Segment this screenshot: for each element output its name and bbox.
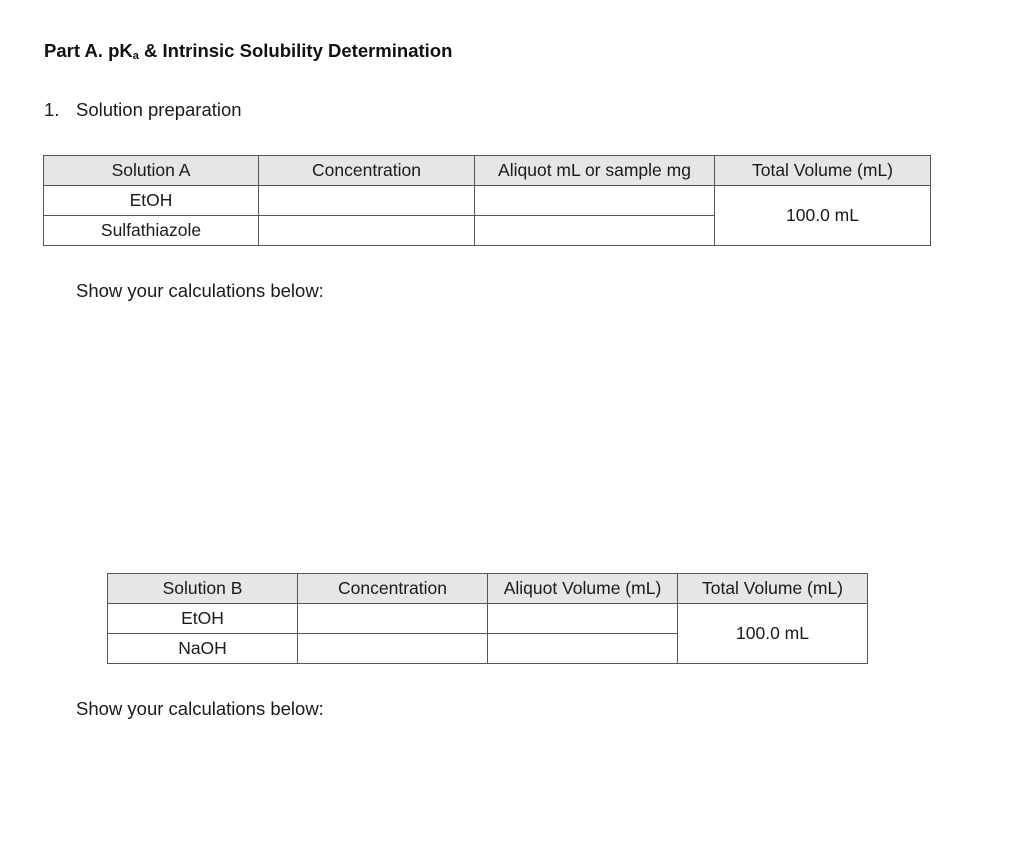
aliquot-cell[interactable]: [475, 186, 715, 216]
row-label: Sulfathiazole: [44, 216, 259, 246]
part-title: Part A. $pK_a$ & Intrinsic Solubility Determination: [44, 40, 453, 62]
header-concentration: Concentration: [259, 156, 475, 186]
total-volume-cell: 100.0 mL: [678, 604, 868, 664]
concentration-cell[interactable]: [298, 604, 488, 634]
row-label: EtOH: [108, 604, 298, 634]
total-volume-cell: 100.0 mL: [715, 186, 931, 246]
aliquot-cell[interactable]: [475, 216, 715, 246]
table-row: [108, 604, 868, 634]
header-total-volume: Total Volume (mL): [715, 156, 931, 186]
header-concentration: Concentration: [298, 574, 488, 604]
aliquot-cell[interactable]: [488, 634, 678, 664]
step-1-heading: [44, 99, 242, 121]
concentration-cell[interactable]: [259, 216, 475, 246]
header-solution: Solution B: [108, 574, 298, 604]
row-label: NaOH: [108, 634, 298, 664]
concentration-cell[interactable]: [259, 186, 475, 216]
step-label: Solution preparation: [76, 99, 242, 120]
table-header-row: [108, 574, 868, 604]
solution-a-table: [43, 155, 931, 246]
header-aliquot: Aliquot mL or sample mg: [475, 156, 715, 186]
header-aliquot: Aliquot Volume (mL): [488, 574, 678, 604]
calculation-instructions: Show your calculations below:: [76, 698, 324, 719]
step-number: 1.: [44, 99, 60, 120]
header-total-volume: Total Volume (mL): [678, 574, 868, 604]
pka-subscript: a: [132, 50, 139, 62]
row-label: EtOH: [44, 186, 259, 216]
header-solution: Solution A: [44, 156, 259, 186]
table-header-row: [44, 156, 931, 186]
solution-b-table: [107, 573, 868, 664]
aliquot-cell[interactable]: [488, 604, 678, 634]
concentration-cell[interactable]: [298, 634, 488, 664]
calculation-instructions: Show your calculations below:: [76, 280, 324, 301]
table-row: [44, 186, 931, 216]
